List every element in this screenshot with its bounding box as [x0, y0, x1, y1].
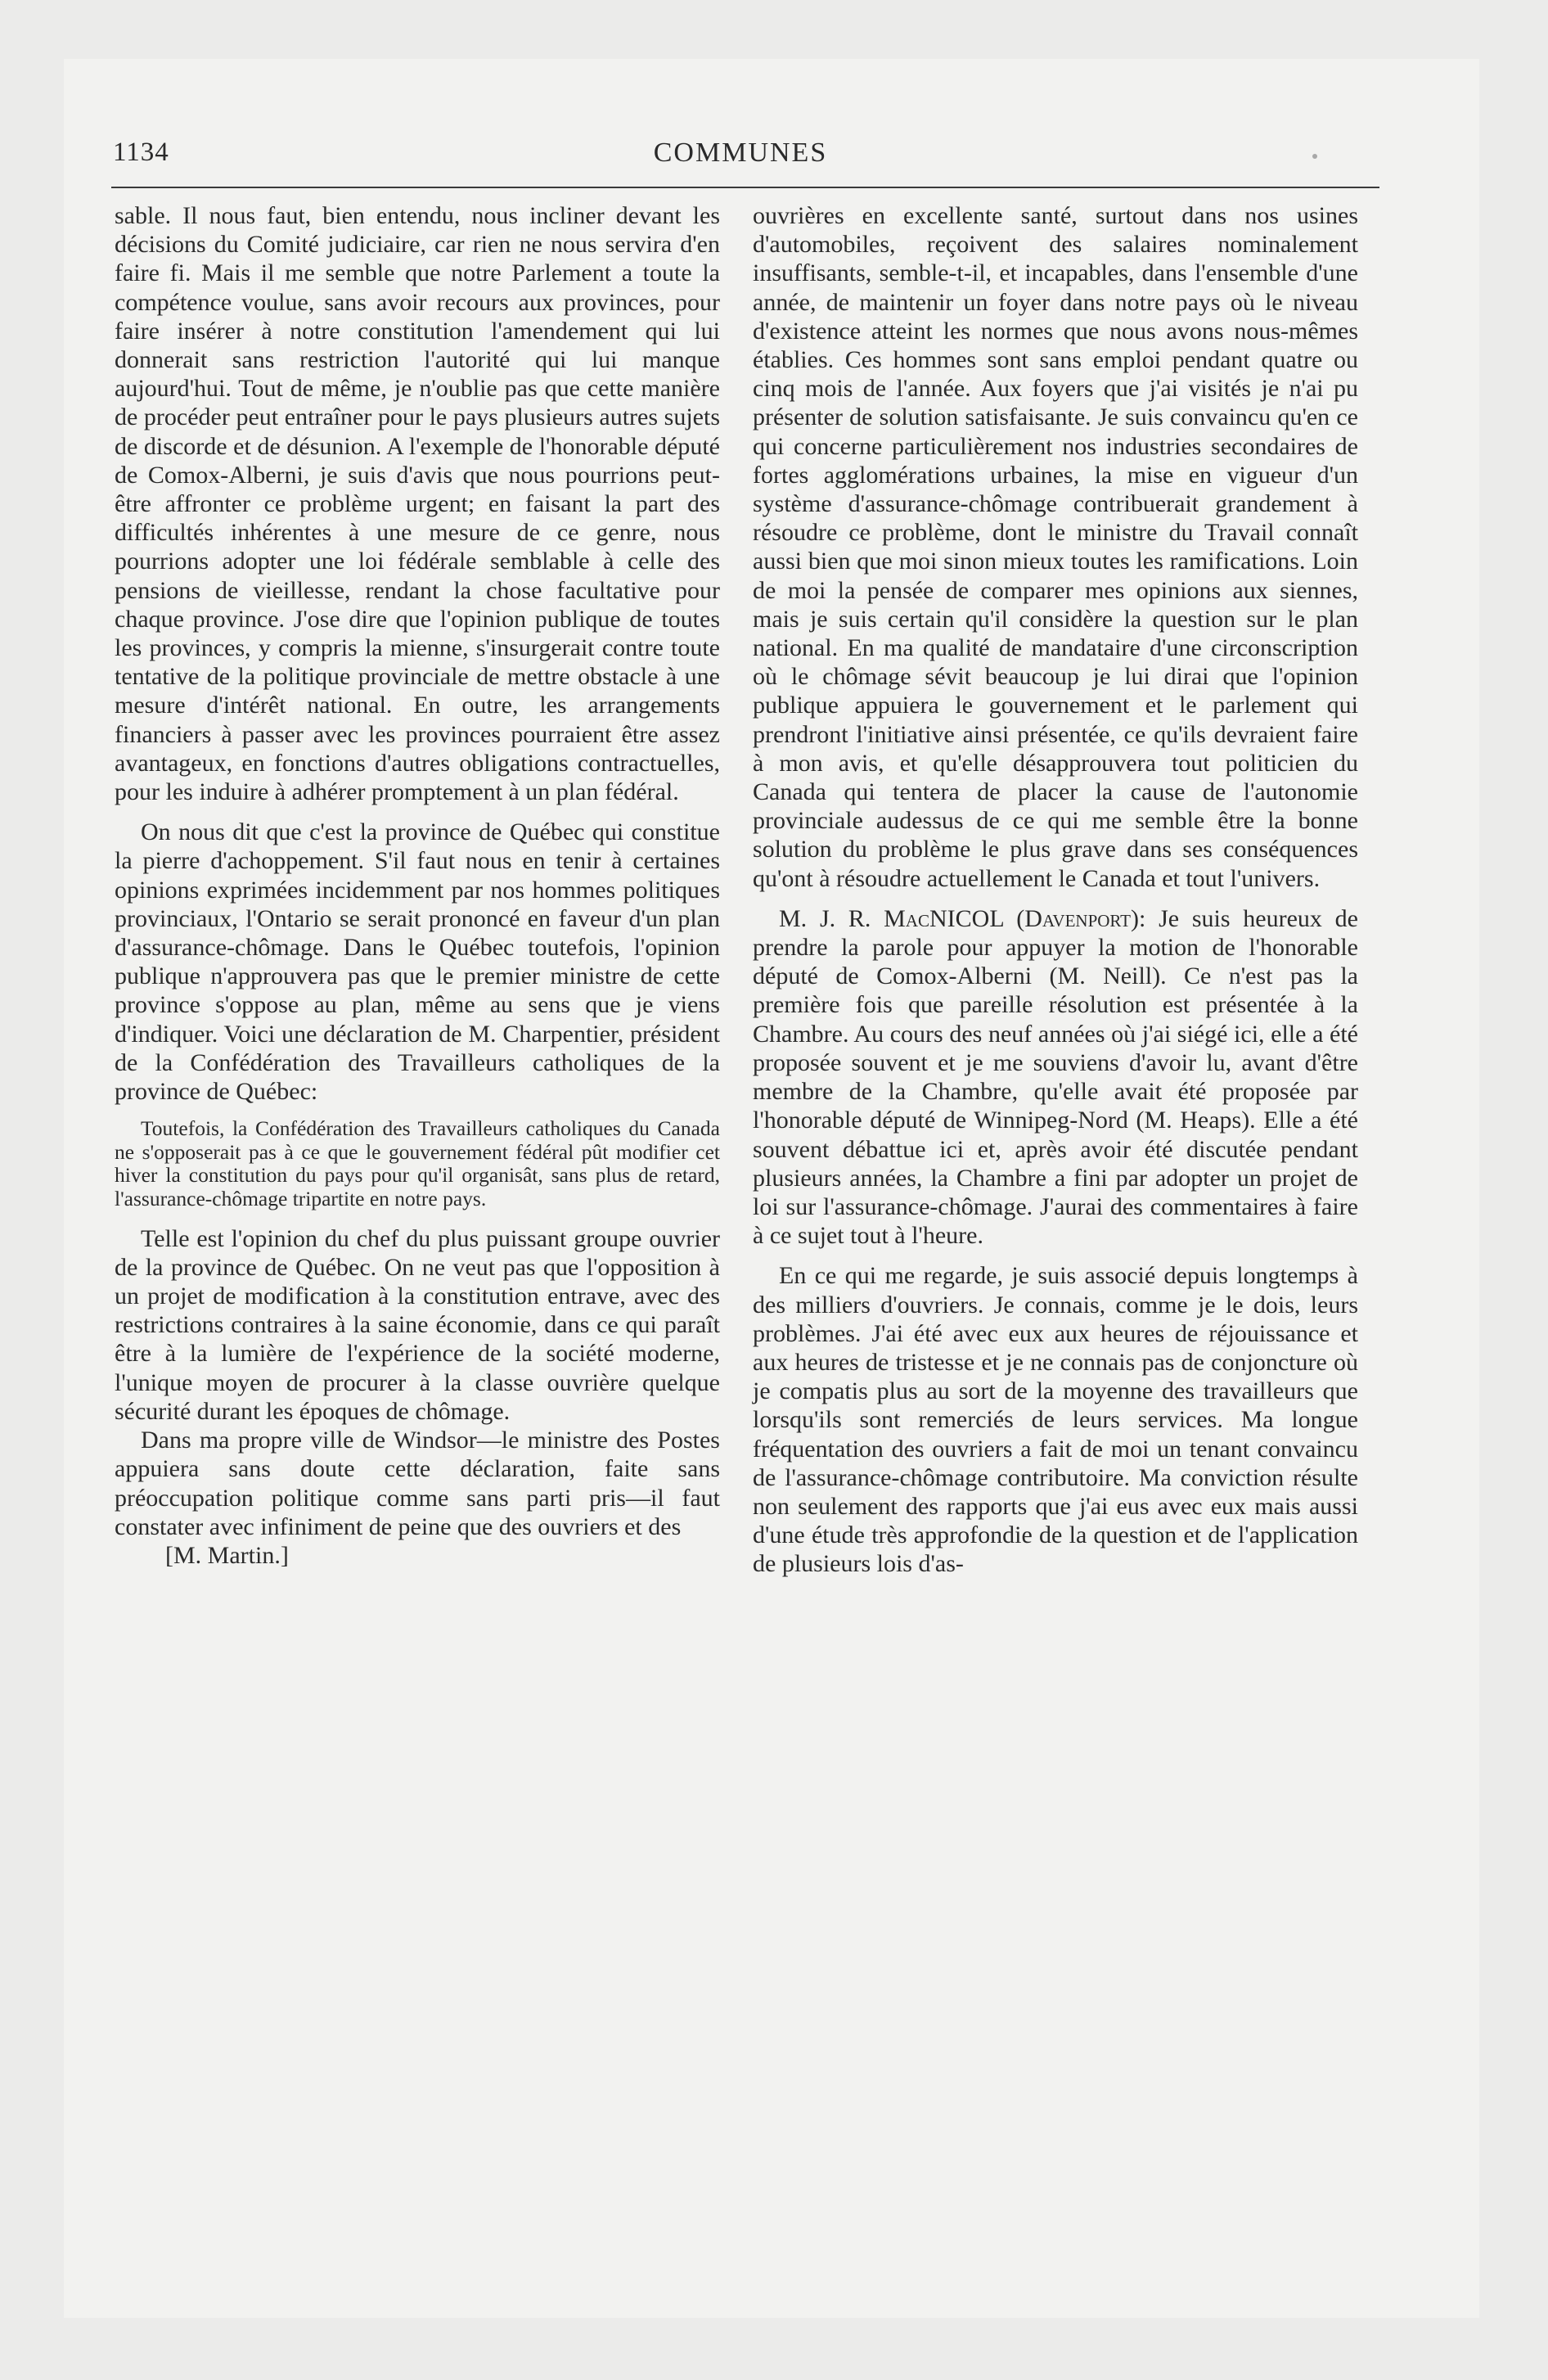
right-paragraph-2	[753, 904, 1358, 1250]
block-quote: Toutefois, la Confédération des Travailleurs catholiques du Canada ne s'opposerait pas à ce que le gouvernement fédéral pût modifier cet hiver la constitution du pays pour qu'il organisât, sans plus de retard, l'assurance-chômage tripartite en notre pays.	[115, 1116, 720, 1211]
left-paragraph-3: Telle est l'opinion du chef du plus puissant groupe ouvrier de la province de Québec. On ne veut pas que l'opposition à un projet de modification à la constitution entrave, avec des restrictions contraires à la saine économie, dans ce qui paraît être à la lumière de l'expérience de la société moderne, l'unique moyen de procurer à la classe ouvrière quelque sécurité durant les époques de chômage.	[115, 1224, 720, 1425]
left-paragraph-2: On nous dit que c'est la province de Québec qui constitue la pierre d'achoppement. S'il faut nous en tenir à certaines opinions exprimées incidemment par nos hommes politiques provinciaux, l'Ontario se serait prononcé en faveur d'un plan d'assurance-chômage. Dans le Québec toutefois, l'opinion publique n'approuvera pas que le premier ministre de cette province s'oppose au plan, même au sens que je viens d'indiquer. Voici une déclaration de M. Charpentier, président de la Confédération des Travailleurs catholiques de la province de Québec:	[115, 818, 720, 1106]
speech-text: Je suis heureux de prendre la parole pour appuyer la motion de l'honorable député de Comox-Alberni (M. Neill). Ce n'est pas la première fois que pareille résolution est présentée à la Chambre. Au cours des neuf années où j'ai siégé ici, elle a été proposée souvent et je me souviens d'avoir lu, avant d'être membre de la Chambre, qu'elle avait été proposée par l'honorable député de Winnipeg-Nord (M. Heaps). Elle a été souvent débattue ici et, après avoir été discutée pendant plusieurs années, la Chambre a fini par adopter un projet de loi sur l'assurance-chômage. J'aurai des commentaires à faire à ce sujet tout à l'heure.	[753, 904, 1358, 1250]
right-paragraph-1: ouvrières en excellente santé, surtout dans nos usines d'automobiles, reçoivent des salaires nominalement insuffisants, semble-t-il, et incapables, dans l'ensemble d'une année, de maintenir un foyer dans notre pays où le niveau d'existence atteint les normes que nous avons nous-mêmes établies. Ces hommes sont sans emploi pendant quatre ou cinq mois de l'année. Aux foyers que j'ai visités je n'ai pu présenter de solution satisfaisante. Je suis convaincu qu'en ce qui concerne particulièrement nos industries secondaires de fortes agglomérations urbaines, la mise en vigueur d'un système d'assurance-chômage contribuerait grandement à résoudre ce problème, dont le ministre du Travail connaît aussi bien que moi sinon mieux toutes les ramifications. Loin de moi la pensée de comparer mes opinions aux siennes, mais je suis certain qu'il considère la question sur le plan national. En ma qualité de mandataire d'une circonscription où le chômage sévit beaucoup je lui dirai que l'opinion publique appuiera le gouvernement et le parlement qui prendront l'initiative ainsi présentée, ce qu'ils devraient faire à mon avis, et qu'elle désapprouvera tout politicien du Canada qui tentera de placer la cause de l'autonomie provinciale audessus de ce qui me semble être la bonne solution du problème le plus grave dans ses conséquences qu'ont à résoudre actuellement le Canada et tout l'univers.	[753, 202, 1358, 892]
right-column	[753, 201, 1358, 1579]
speaker-attribution: [M. Martin.]	[165, 1541, 289, 1569]
left-column	[115, 201, 720, 1570]
header-speck	[1312, 154, 1317, 159]
left-paragraph-1: sable. Il nous faut, bien entendu, nous incliner devant les décisions du Comité judiciaire, car rien ne nous servira d'en faire fi. Mais il me semble que notre Parlement a toute la compétence voulue, sans avoir recours aux provinces, pour faire insérer à notre constitution l'amendement qui lui donnerait sans restriction l'autorité qui lui manque aujourd'hui. Tout de même, je n'oublie pas que cette manière de procéder peut entraîner pour le pays plusieurs autres sujets de discorde et de désunion. A l'exemple de l'honorable député de Comox-Alberni, je suis d'avis que nous pourrions peut-être affronter ce problème urgent; en faisant la part des difficultés inhérentes à une mesure de ce genre, nous pourrions adopter une loi fédérale semblable à celle des pensions de vieillesse, rendant la chose facultative pour chaque province. J'ose dire que l'opinion publique de toutes les provinces, y compris la mienne, s'insurgerait contre toute tentative de la politique provinciale de mettre obstacle à une mesure d'intérêt national. En outre, les arrangements financiers à passer avec les provinces pourraient être assez avantageux, en fonctions d'autres obligations contractuelles, pour les induire à adhérer promptement à un plan fédéral.	[115, 202, 720, 806]
header-rule	[111, 187, 1379, 188]
page-header	[106, 137, 1375, 170]
right-paragraph-3: En ce qui me regarde, je suis associé depuis longtemps à des milliers d'ouvriers. Je connais, comme je le dois, leurs problèmes. J'ai été avec eux aux heures de réjouissance et aux heures de tristesse et je ne connais pas de conjoncture où je compatis plus au sort de la moyenne des travailleurs que lorsqu'ils sont remerciés de leurs services. Ma longue fréquentation des ouvriers a fait de moi un tenant convaincu de l'assurance-chômage contributoire. Ma conviction résulte non seulement des rapports que j'ai eus avec eux mais aussi d'une étude très approfondie de la question et de l'application de plusieurs lois d'as-	[753, 1262, 1358, 1578]
speaker-name: M. J. R. MacNICOL (Davenport):	[779, 904, 1146, 932]
page-number: 1134	[113, 137, 169, 167]
running-head: COMMUNES	[653, 137, 828, 168]
left-paragraph-4: Dans ma propre ville de Windsor—le ministre des Postes appuiera sans doute cette déclaration, faite sans préoccupation politique comme sans parti pris—il faut constater avec infiniment de peine que des ouvriers et des	[115, 1427, 720, 1540]
